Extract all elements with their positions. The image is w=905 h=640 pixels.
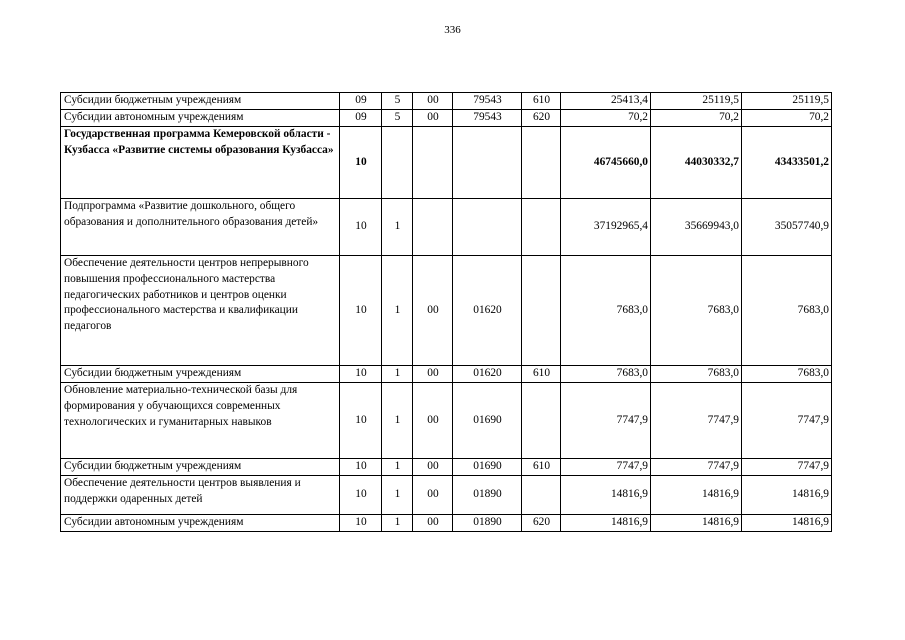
cell-amount-year-3: 70,2 bbox=[742, 110, 832, 127]
cell-subsection: 5 bbox=[382, 110, 413, 127]
table-row bbox=[61, 199, 832, 256]
cell-section: 09 bbox=[340, 93, 382, 110]
cell-program: 00 bbox=[413, 110, 453, 127]
cell-expense-type: 610 bbox=[522, 93, 561, 110]
cell-expense-type bbox=[522, 476, 561, 515]
cell-amount-year-2: 44030332,7 bbox=[651, 127, 742, 199]
cell-code: 79543 bbox=[453, 110, 522, 127]
table-row bbox=[61, 366, 832, 383]
cell-program: 00 bbox=[413, 515, 453, 532]
cell-amount-year-1: 7747,9 bbox=[561, 459, 651, 476]
table-row bbox=[61, 127, 832, 199]
cell-section: 10 bbox=[340, 256, 382, 366]
cell-code: 01690 bbox=[453, 459, 522, 476]
cell-amount-year-3: 7747,9 bbox=[742, 383, 832, 459]
table-row bbox=[61, 110, 832, 127]
cell-code: 01890 bbox=[453, 476, 522, 515]
table-row bbox=[61, 256, 832, 366]
cell-name: Подпрограмма «Развитие дошкольного, общего образования и дополнительного образования детей» bbox=[61, 199, 340, 256]
cell-subsection: 1 bbox=[382, 383, 413, 459]
cell-code: 01690 bbox=[453, 383, 522, 459]
cell-amount-year-1: 70,2 bbox=[561, 110, 651, 127]
cell-subsection: 1 bbox=[382, 366, 413, 383]
cell-code bbox=[453, 127, 522, 199]
cell-program: 00 bbox=[413, 383, 453, 459]
cell-name: Субсидии бюджетным учреждениям bbox=[61, 459, 340, 476]
table-row bbox=[61, 476, 832, 515]
cell-amount-year-2: 14816,9 bbox=[651, 476, 742, 515]
cell-subsection: 1 bbox=[382, 476, 413, 515]
cell-amount-year-3: 35057740,9 bbox=[742, 199, 832, 256]
cell-name: Обеспечение деятельности центров выявления и поддержки одаренных детей bbox=[61, 476, 340, 515]
cell-code: 79543 bbox=[453, 93, 522, 110]
cell-program bbox=[413, 199, 453, 256]
cell-amount-year-2: 7683,0 bbox=[651, 256, 742, 366]
cell-program: 00 bbox=[413, 366, 453, 383]
cell-amount-year-2: 70,2 bbox=[651, 110, 742, 127]
table-row bbox=[61, 93, 832, 110]
cell-name: Субсидии автономным учреждениям bbox=[61, 110, 340, 127]
budget-table bbox=[60, 92, 832, 532]
cell-code: 01890 bbox=[453, 515, 522, 532]
cell-amount-year-1: 37192965,4 bbox=[561, 199, 651, 256]
cell-amount-year-1: 14816,9 bbox=[561, 476, 651, 515]
cell-subsection: 1 bbox=[382, 199, 413, 256]
cell-amount-year-1: 46745660,0 bbox=[561, 127, 651, 199]
cell-section: 10 bbox=[340, 515, 382, 532]
cell-amount-year-1: 7683,0 bbox=[561, 256, 651, 366]
cell-section: 10 bbox=[340, 383, 382, 459]
cell-name: Обеспечение деятельности центров непрерывного повышения профессионального мастерства педагогических работников и центров оценки профессионального мастерства и квалификации педагогов bbox=[61, 256, 340, 366]
cell-subsection: 1 bbox=[382, 256, 413, 366]
cell-amount-year-2: 7683,0 bbox=[651, 366, 742, 383]
cell-amount-year-1: 14816,9 bbox=[561, 515, 651, 532]
cell-amount-year-3: 7683,0 bbox=[742, 366, 832, 383]
cell-program: 00 bbox=[413, 459, 453, 476]
cell-amount-year-3: 14816,9 bbox=[742, 515, 832, 532]
cell-program: 00 bbox=[413, 476, 453, 515]
table-row bbox=[61, 459, 832, 476]
cell-amount-year-1: 25413,4 bbox=[561, 93, 651, 110]
cell-amount-year-1: 7747,9 bbox=[561, 383, 651, 459]
cell-amount-year-3: 25119,5 bbox=[742, 93, 832, 110]
table-row bbox=[61, 383, 832, 459]
cell-expense-type: 610 bbox=[522, 366, 561, 383]
cell-code bbox=[453, 199, 522, 256]
cell-section: 09 bbox=[340, 110, 382, 127]
cell-amount-year-3: 43433501,2 bbox=[742, 127, 832, 199]
cell-section: 10 bbox=[340, 127, 382, 199]
cell-amount-year-2: 14816,9 bbox=[651, 515, 742, 532]
cell-name: Субсидии бюджетным учреждениям bbox=[61, 366, 340, 383]
cell-name: Субсидии автономным учреждениям bbox=[61, 515, 340, 532]
cell-expense-type: 620 bbox=[522, 110, 561, 127]
cell-subsection: 1 bbox=[382, 459, 413, 476]
cell-name: Обновление материально-технической базы для формирования у обучающихся современных технологических и гуманитарных навыков bbox=[61, 383, 340, 459]
cell-subsection bbox=[382, 127, 413, 199]
page-number: 336 bbox=[444, 24, 461, 36]
cell-amount-year-3: 7747,9 bbox=[742, 459, 832, 476]
cell-amount-year-2: 25119,5 bbox=[651, 93, 742, 110]
cell-program: 00 bbox=[413, 93, 453, 110]
cell-subsection: 1 bbox=[382, 515, 413, 532]
cell-amount-year-3: 7683,0 bbox=[742, 256, 832, 366]
cell-amount-year-2: 35669943,0 bbox=[651, 199, 742, 256]
cell-subsection: 5 bbox=[382, 93, 413, 110]
cell-expense-type: 610 bbox=[522, 459, 561, 476]
cell-code: 01620 bbox=[453, 256, 522, 366]
cell-section: 10 bbox=[340, 366, 382, 383]
cell-amount-year-2: 7747,9 bbox=[651, 383, 742, 459]
table-row bbox=[61, 515, 832, 532]
cell-program: 00 bbox=[413, 256, 453, 366]
cell-section: 10 bbox=[340, 459, 382, 476]
cell-code: 01620 bbox=[453, 366, 522, 383]
cell-program bbox=[413, 127, 453, 199]
cell-expense-type: 620 bbox=[522, 515, 561, 532]
cell-expense-type bbox=[522, 127, 561, 199]
cell-amount-year-2: 7747,9 bbox=[651, 459, 742, 476]
cell-expense-type bbox=[522, 256, 561, 366]
cell-name: Государственная программа Кемеровской области - Кузбасса «Развитие системы образования Кузбасса» bbox=[61, 127, 340, 199]
table-body bbox=[61, 93, 832, 532]
cell-expense-type bbox=[522, 383, 561, 459]
cell-amount-year-1: 7683,0 bbox=[561, 366, 651, 383]
cell-expense-type bbox=[522, 199, 561, 256]
cell-name: Субсидии бюджетным учреждениям bbox=[61, 93, 340, 110]
cell-section: 10 bbox=[340, 476, 382, 515]
cell-section: 10 bbox=[340, 199, 382, 256]
cell-amount-year-3: 14816,9 bbox=[742, 476, 832, 515]
